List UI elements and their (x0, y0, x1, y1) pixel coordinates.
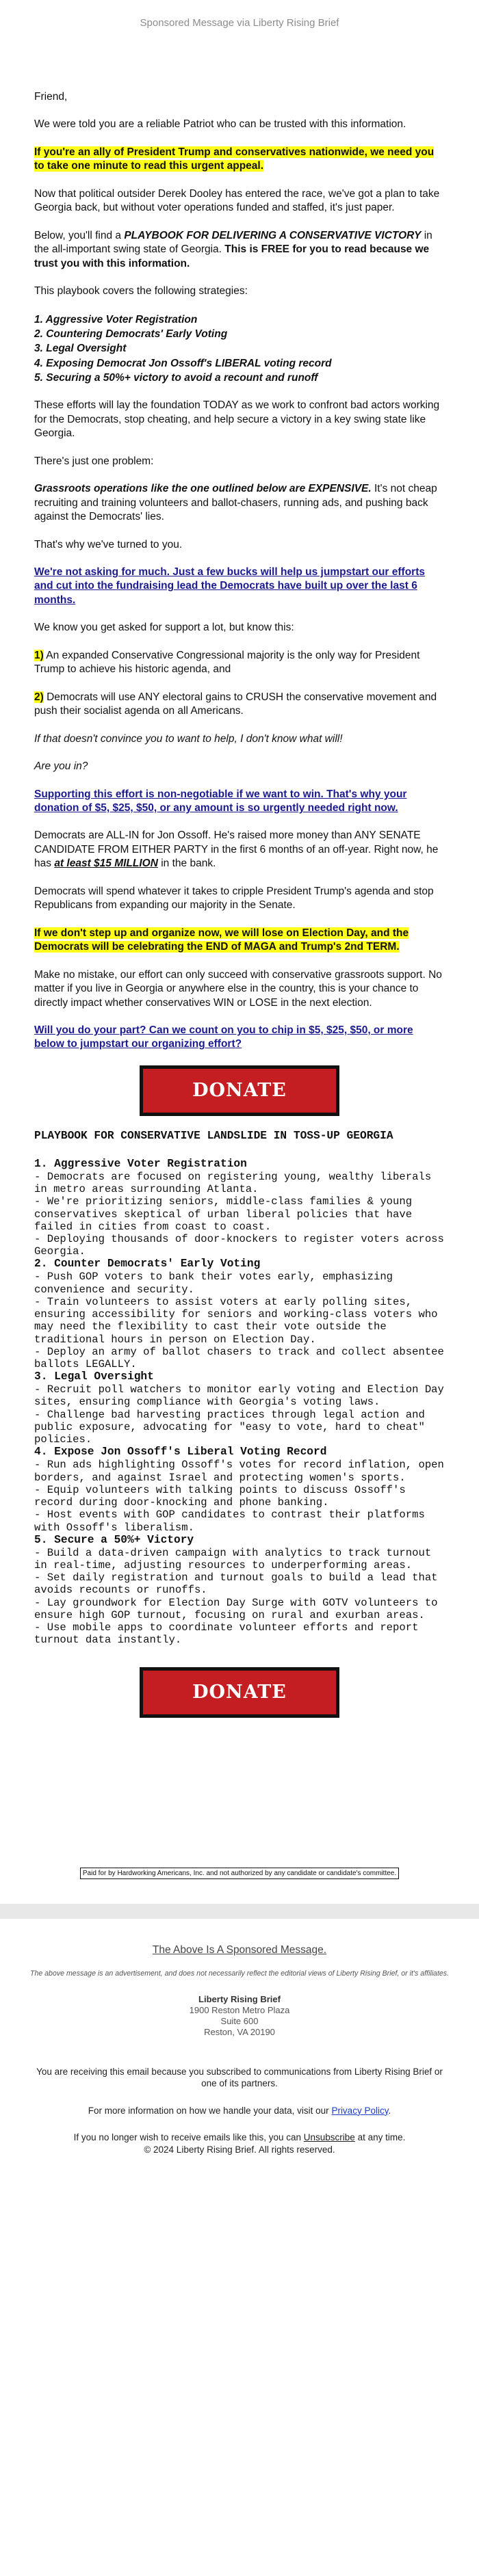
greeting: Friend, (34, 91, 68, 103)
ossoff-money-text: Democrats are ALL-IN for Jon Ossoff. He's raised more money than ANY SENATE CANDIDATE FROM EITHER PARTY in the first 6 months of an off-year. Right now, he has (34, 829, 439, 870)
reason-1-number: 1) (34, 649, 44, 661)
are-you-in-text: Are you in? (34, 760, 88, 773)
strategy-item: 5. Securing a 50%+ victory to avoid a recount and runoff (34, 372, 318, 384)
intro-paragraph: We were told you are a reliable Patriot who can be trusted with this information. (34, 118, 406, 131)
playbook (34, 1130, 445, 1647)
playbook-line: - We're prioritizing seniors, middle-class families & young conservatives skeptical of urban liberal policies that have failed in cities from coast to coast. (34, 1195, 413, 1233)
reason-2 (34, 691, 445, 719)
subscription-notice: You are receiving this email because you subscribed to communications from Liberty Rising Brief or one of its partners. (36, 2066, 443, 2089)
urgent-appeal (34, 146, 445, 174)
convince-line (34, 732, 445, 746)
playbook-line: - Host events with GOP candidates to contrast their platforms with Ossoff's liberalism. (34, 1509, 425, 1534)
unsubscribe-text: If you no longer wish to receive emails like this, you can (73, 2132, 304, 2143)
donate-button-wrap (34, 1065, 445, 1116)
reason-2-number: 2) (34, 691, 44, 703)
donate-link-2-wrap (34, 788, 445, 816)
playbook-line: - Deploy an army of ballot chasers to track and collect absentee ballots LEGALLY. (34, 1345, 444, 1371)
playbook-section-heading: 3. Legal Oversight (34, 1370, 154, 1383)
reason-1-text: An expanded Conservative Congressional majority is the only way for President Trump to achieve his historic agenda, and (34, 649, 420, 676)
address (27, 2005, 452, 2039)
preheader: Sponsored Message via Liberty Rising Brief (140, 17, 339, 29)
lose-warning (34, 927, 445, 955)
playbook-line: - Set daily registration and turnout goals to build a lead that avoids recounts or runoffs. (34, 1571, 438, 1597)
donate-button[interactable]: DONATE (140, 1065, 339, 1116)
playbook-line: - Democrats are focused on registering young, wealthy liberals in metro areas surrounding Atlanta. (34, 1170, 432, 1196)
playbook-intro-title: PLAYBOOK FOR DELIVERING A CONSERVATIVE VICTORY (124, 229, 422, 241)
strategies-intro: This playbook covers the following strategies: (34, 285, 248, 297)
playbook-line: - Recruit poll watchers to monitor early voting and Election Day sites, ensuring compliance with Georgia's voting laws. (34, 1383, 444, 1409)
playbook-line: - Push GOP voters to bank their votes early, emphasizing convenience and security. (34, 1271, 393, 1296)
donate-button-wrap-2 (34, 1667, 445, 1718)
privacy-text-end: . (388, 2105, 391, 2116)
dooley-paragraph: Now that political outsider Derek Dooley has entered the race, we've got a plan to take Georgia back, but without voter operations funded and staffed, it's just paper. (34, 187, 440, 214)
ossoff-money-amount: at least $15 MILLION (54, 858, 158, 870)
copyright: © 2024 Liberty Rising Brief. All rights reserved. (144, 2144, 335, 2155)
urgent-appeal-highlight: If you're an ally of President Trump and conservatives nationwide, we need you to take one minute to read this urgent appeal. (34, 146, 435, 172)
footer (0, 1919, 479, 2155)
strategy-item: 4. Exposing Democrat Jon Ossoff's LIBERAL voting record (34, 357, 332, 369)
email-body (0, 48, 479, 1879)
playbook-intro (34, 229, 445, 271)
donate-link-3-wrap (34, 1024, 445, 1052)
paid-for-wrap (34, 1865, 445, 1879)
expensive-emphasis: Grassroots operations like the one outlined below are EXPENSIVE. (34, 483, 372, 495)
donate-link-2[interactable]: Supporting this effort is non-negotiable if we want to win. That's why your donation of $5, $25, $50, or any amount is so urgently needed right now. (34, 788, 407, 814)
playbook-intro-text: Below, you'll find a (34, 229, 125, 241)
privacy-notice (27, 2105, 452, 2117)
address-line: Suite 600 (220, 2016, 259, 2027)
brand-name: Liberty Rising Brief (198, 1993, 281, 2004)
foundation-paragraph: These efforts will lay the foundation TODAY as we work to confront bad actors working for the Democrats, stop cheating, and help secure a victory in a key swing state like Georgia. (34, 399, 440, 440)
playbook-section-heading: 1. Aggressive Voter Registration (34, 1157, 247, 1170)
playbook-line: - Train volunteers to assist voters at early polling sites, ensuring accessibility for seniors and working-class voters who may need the flexibility to cast their vote outside the traditional hours in person on Election Day. (34, 1295, 438, 1346)
donate-link-1[interactable]: We're not asking for much. Just a few bucks will help us jumpstart our efforts and cut into the fundraising lead the Democrats have built up over the last 6 months. (34, 566, 425, 606)
paid-for-disclaimer: Paid for by Hardworking Americans, Inc. and not authorized by any candidate or candidate's committee. (80, 1868, 399, 1879)
playbook-intro-text-2: in the all-important swing state of Georgia. (34, 229, 432, 256)
donate-link-3[interactable]: Will you do your part? Can we count on you to chip in $5, $25, $50, or more below to jumpstart our organizing effort? (34, 1024, 413, 1050)
lose-warning-highlight: If we don't step up and organize now, we will lose on Election Day, and the Democrats will be celebrating the END of MAGA and Trump's 2nd TERM. (34, 927, 409, 953)
spend-paragraph: Democrats will spend whatever it takes to cripple President Trump's agenda and stop Republicans from expanding our majority in the Senate. (34, 885, 434, 912)
playbook-title: PLAYBOOK FOR CONSERVATIVE LANDSLIDE IN TOSS-UP GEORGIA (34, 1129, 393, 1142)
address-line: Reston, VA 20190 (204, 2027, 275, 2038)
playbook-section-heading: 4. Expose Jon Ossoff's Liberal Voting Record (34, 1446, 327, 1459)
playbook-line: - Run ads highlighting Ossoff's votes for record inflation, open borders, and against Israel and protecting women's sports. (34, 1459, 444, 1484)
unsubscribe-link[interactable]: Unsubscribe (303, 2132, 355, 2143)
expensive-paragraph (34, 482, 445, 524)
sponsored-title: The Above Is A Sponsored Message. (152, 1944, 327, 1956)
strategies-list (34, 313, 445, 386)
playbook-line: - Build a data-driven campaign with analytics to track turnout in real-time, adjusting resources to underperforming areas. (34, 1546, 432, 1571)
privacy-policy-link[interactable]: Privacy Policy (331, 2105, 389, 2116)
playbook-intro-bold: This is FREE for you to read because we trust you with this information. (34, 243, 430, 269)
grassroots-paragraph: Make no mistake, our effort can only succeed with conservative grassroots support. No matter if you live in Georgia or anywhere else in the country, this is your chance to directly impact whether conservatives WIN or LOSE in the next election. (34, 968, 442, 1009)
ossoff-money-text-2: in the bank. (157, 858, 216, 870)
convince-text: If that doesn't convince you to want to help, I don't know what will! (34, 732, 343, 745)
ossoff-money-paragraph (34, 829, 445, 871)
problem-paragraph: There's just one problem: (34, 455, 154, 467)
reason-2-text: Democrats will use ANY electoral gains to CRUSH the conservative movement and push their socialist agenda on all Americans. (34, 691, 437, 717)
donate-link-1-wrap (34, 566, 445, 607)
unsubscribe-notice (27, 2132, 452, 2155)
playbook-section-heading: 2. Counter Democrats' Early Voting (34, 1258, 261, 1271)
footer-divider (0, 1904, 479, 1919)
turned-to-you: That's why we've turned to you. (34, 538, 183, 550)
expensive-text: It's not cheap recruiting and training volunteers and ballot-chasers, running ads, and pushing back against the Democrats' lies. (34, 483, 437, 523)
unsubscribe-text-end: at any time. (354, 2132, 406, 2143)
reason-1 (34, 649, 445, 677)
privacy-text: For more information on how we handle your data, visit our (88, 2105, 332, 2116)
playbook-line: - Challenge bad harvesting practices through legal action and public exposure, advocating for "easy to vote, hard to cheat" policies. (34, 1408, 425, 1446)
strategy-item: 2. Countering Democrats' Early Voting (34, 328, 228, 340)
playbook-line: - Lay groundwork for Election Day Surge with GOTV volunteers to ensure high GOP turnout, focusing on rural and exurban areas. (34, 1596, 438, 1621)
know-this: We know you get asked for support a lot, but know this: (34, 622, 294, 634)
strategy-item: 1. Aggressive Voter Registration (34, 313, 198, 326)
are-you-in (34, 760, 445, 773)
playbook-section-heading: 5. Secure a 50%+ Victory (34, 1533, 194, 1546)
strategy-item: 3. Legal Oversight (34, 343, 127, 355)
address-line: 1900 Reston Metro Plaza (189, 2004, 290, 2015)
donate-button-2[interactable]: DONATE (140, 1667, 339, 1718)
playbook-line: - Equip volunteers with talking points to discuss Ossoff's record during door-knocking and phone banking. (34, 1483, 406, 1509)
playbook-line: - Use mobile apps to coordinate volunteer efforts and report turnout data instantly. (34, 1621, 419, 1647)
playbook-line: - Deploying thousands of door-knockers to register voters across Georgia. (34, 1232, 444, 1258)
advertisement-disclaimer: The above message is an advertisement, and does not necessarily reflect the editorial views of Liberty Rising Brief, or it's affiliates. (29, 1969, 450, 1978)
